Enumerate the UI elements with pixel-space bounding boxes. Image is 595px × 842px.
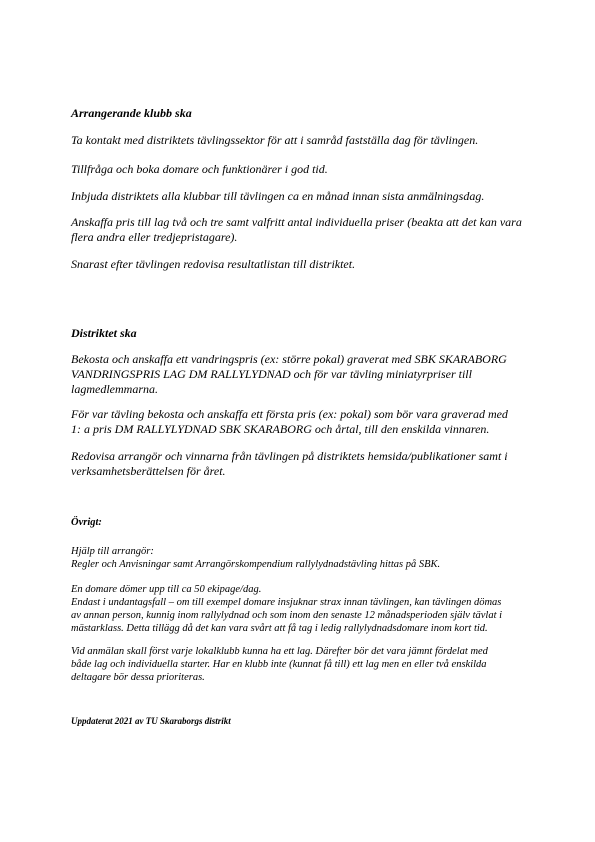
- text-line: Redovisa arrangör och vinnarna från tävlingen på distriktets hemsida/publikationer samt i: [71, 449, 508, 463]
- other-heading: Övrigt:: [71, 517, 102, 528]
- text-line: både lag och individuella starter. Har en klubb inte (kunnat få till) ett lag men en eller två enskilda: [71, 659, 487, 670]
- club-paragraph-2: [71, 162, 531, 177]
- text-line: 1: a pris DM RALLYLYDNAD SBK SKARABORG och årtal, till den enskilda vinnaren.: [71, 422, 490, 436]
- text-line: Snarast efter tävlingen redovisa resultatlistan till distriktet.: [71, 257, 356, 271]
- district-paragraph-3: [71, 449, 531, 479]
- text-line: En domare dömer upp till ca 50 ekipage/dag.: [71, 584, 262, 595]
- text-line: Tillfråga och boka domare och funktionärer i god tid.: [71, 162, 328, 176]
- footer-note: Uppdaterat 2021 av TU Skaraborgs distrikt: [71, 716, 231, 726]
- text-line: Regler och Anvisningar samt Arrangörskompendium rallylydnadstävling hittas på SBK.: [71, 559, 441, 570]
- text-line: Anskaffa pris till lag två och tre samt valfritt antal individuella priser (beakta att det kan vara: [71, 215, 522, 229]
- other-paragraph-2: [71, 583, 541, 635]
- text-line: Ta kontakt med distriktets tävlingssektor för att i samråd fastställa dag för tävlingen.: [71, 133, 479, 147]
- text-line: För var tävling bekosta och anskaffa ett första pris (ex: pokal) som bör vara graverad med: [71, 407, 508, 421]
- text-line: deltagare bör dessa prioriteras.: [71, 672, 205, 683]
- text-line: Bekosta och anskaffa ett vandringspris (ex: större pokal) graverat med SBK SKARABORG: [71, 352, 507, 366]
- text-line: Hjälp till arrangör:: [71, 546, 154, 557]
- club-paragraph-1: [71, 133, 531, 148]
- text-line: Endast i undantagsfall – om till exempel domare insjuknar strax innan tävlingen, kan tävlingen dömas: [71, 597, 502, 608]
- text-line: Inbjuda distriktets alla klubbar till tävlingen ca en månad innan sista anmälningsdag.: [71, 189, 485, 203]
- district-paragraph-2: [71, 407, 531, 437]
- text-line: verksamhetsberättelsen för året.: [71, 464, 226, 478]
- club-paragraph-4: [71, 215, 531, 245]
- district-heading: Distriktet ska: [71, 326, 137, 340]
- text-line: VANDRINGSPRIS LAG DM RALLYLYDNAD och för var tävling miniatyrpriser till: [71, 367, 472, 381]
- text-line: flera andra eller tredjepristagare).: [71, 230, 238, 244]
- district-paragraph-1: [71, 352, 531, 397]
- text-line: mästarklass. Detta tillägg då det kan vara svårt att få tag i ledig rallylydnadsdomare inom kort tid.: [71, 623, 488, 634]
- club-paragraph-5: [71, 257, 531, 272]
- club-paragraph-3: [71, 189, 531, 204]
- club-heading: Arrangerande klubb ska: [71, 106, 192, 120]
- other-paragraph-3: [71, 645, 541, 684]
- text-line: lagmedlemmarna.: [71, 382, 158, 396]
- text-line: Vid anmälan skall först varje lokalklubb kunna ha ett lag. Därefter bör det vara jämnt fördelat med: [71, 646, 488, 657]
- other-paragraph-1: [71, 545, 541, 571]
- text-line: av annan person, kunnig inom rallylydnad och som inom den senaste 12 månadsperioden själv tävlat i: [71, 610, 503, 621]
